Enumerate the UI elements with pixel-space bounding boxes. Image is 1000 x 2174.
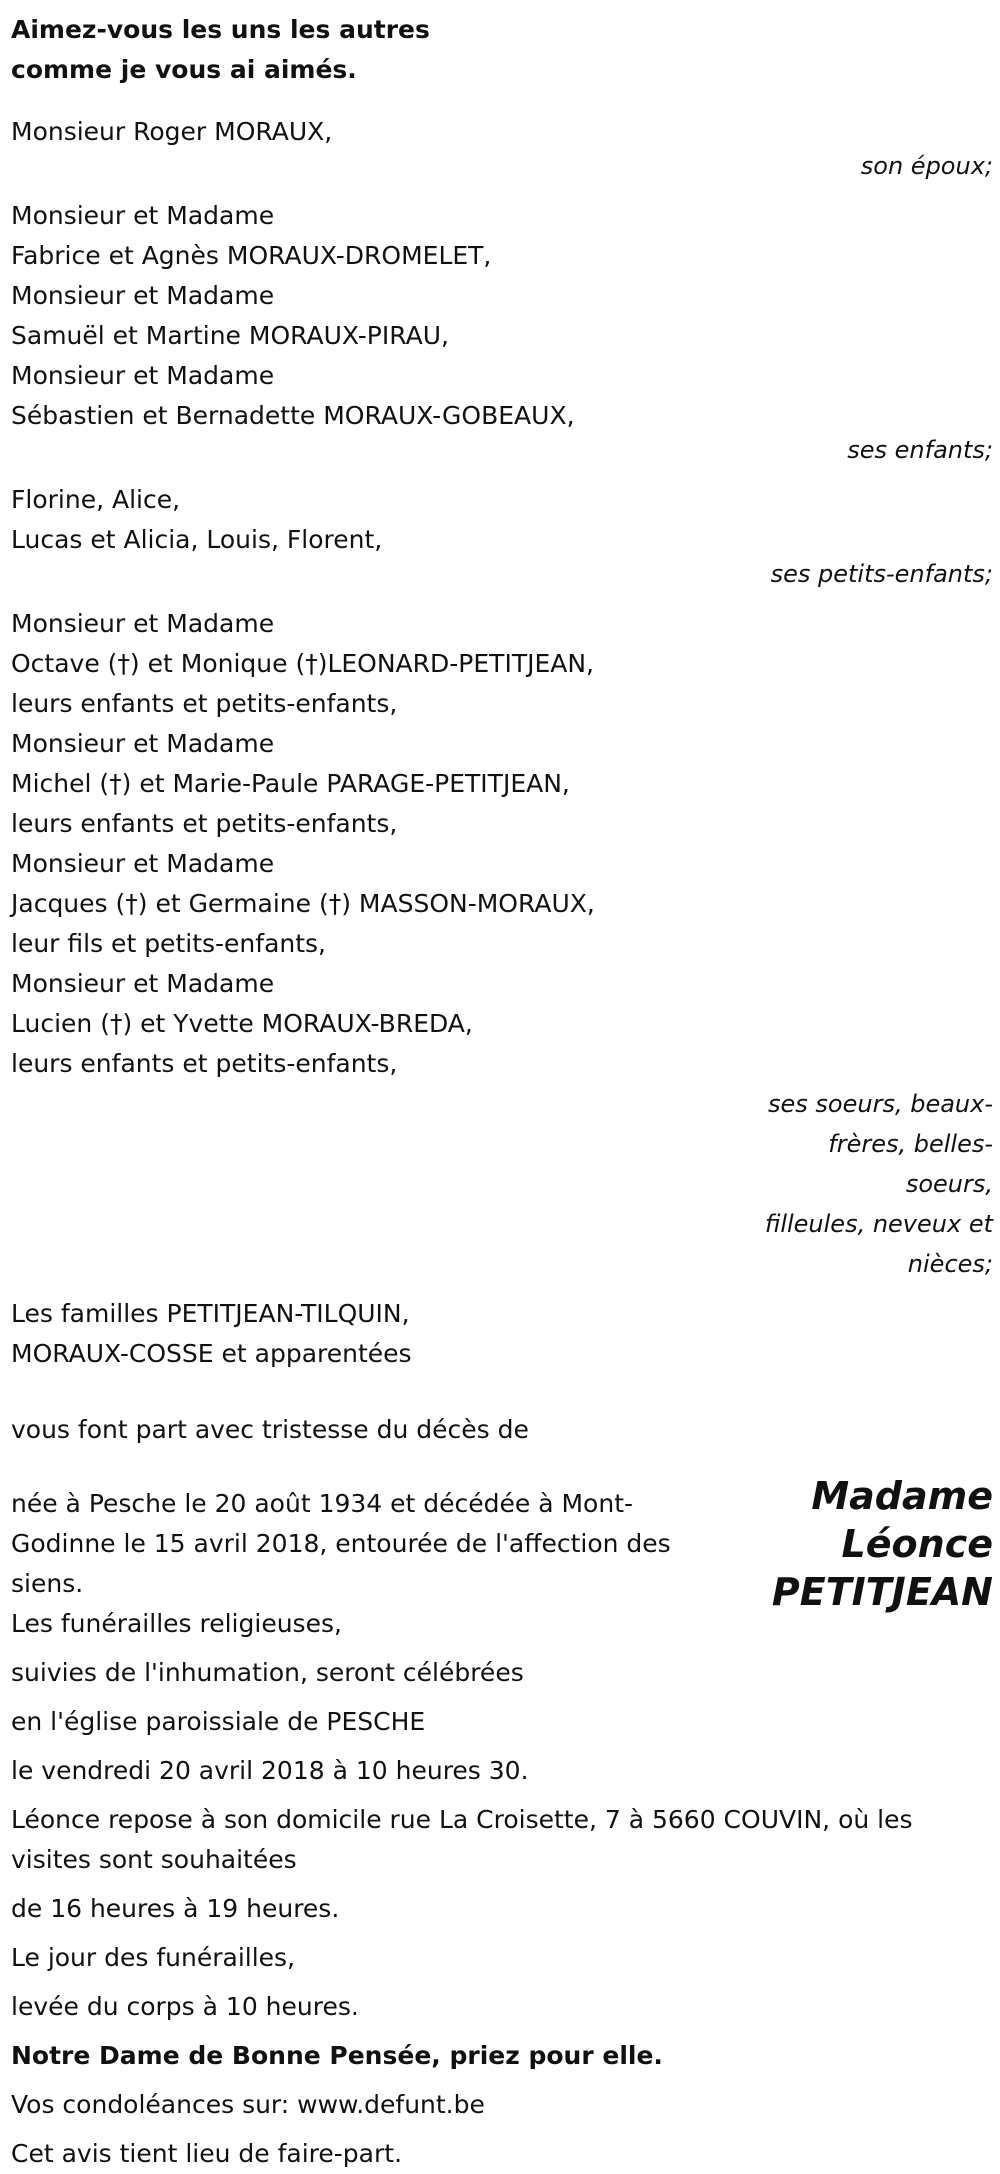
- children-line: Monsieur et Madame: [11, 201, 275, 230]
- siblings-line: leur fils et petits-enfants,: [11, 929, 327, 958]
- condolences: Vos condoléances sur: www.defunt.be: [11, 2090, 485, 2119]
- siblings-line: Monsieur et Madame: [11, 969, 275, 998]
- birth-death-info: née à Pesche le 20 août 1934 et décédée à Mont-Godinne le 15 avril 2018, entourée de l'affection des siens.: [11, 1489, 671, 1598]
- notice: Cet avis tient lieu de faire-part.: [11, 2139, 403, 2168]
- siblings-role-line: soeurs,: [905, 1170, 993, 1198]
- grandchildren-role: ses petits-enfants;: [770, 560, 993, 588]
- siblings-section: [11, 604, 993, 1084]
- deceased-name-line: PETITJEAN: [771, 1570, 993, 1614]
- families-line: MORAUX-COSSE et apparentées: [11, 1339, 412, 1368]
- siblings-line: Monsieur et Madame: [11, 729, 275, 758]
- spacer: [11, 1374, 993, 1410]
- siblings-role-line: ses soeurs, beaux-: [768, 1090, 993, 1118]
- siblings-line: leurs enfants et petits-enfants,: [11, 689, 398, 718]
- verse-line-2: comme je vous ai aimés.: [11, 55, 357, 84]
- siblings-line: Lucien (†) et Yvette MORAUX-BREDA,: [11, 1009, 473, 1038]
- obituary-text: [11, 10, 993, 2174]
- funeral-line: Le jour des funérailles,: [11, 1943, 296, 1972]
- siblings-line: Michel (†) et Marie-Paule PARAGE-PETITJEAN,: [11, 769, 570, 798]
- siblings-line: Monsieur et Madame: [11, 849, 275, 878]
- prayer: Notre Dame de Bonne Pensée, priez pour elle.: [11, 2041, 663, 2070]
- children-line: Sébastien et Bernadette MORAUX-GOBEAUX,: [11, 401, 575, 430]
- grandchildren-line: Florine, Alice,: [11, 485, 181, 514]
- siblings-line: leurs enfants et petits-enfants,: [11, 809, 398, 838]
- deceased-name-line: Madame: [811, 1474, 993, 1518]
- siblings-role: [11, 1084, 993, 1284]
- children-role: ses enfants;: [847, 436, 993, 464]
- children-line: Samuël et Martine MORAUX-PIRAU,: [11, 321, 449, 350]
- announcement: vous font part avec tristesse du décès de: [11, 1415, 529, 1444]
- funeral-info: [11, 1604, 993, 2174]
- families-line: Les familles PETITJEAN-TILQUIN,: [11, 1299, 410, 1328]
- children-section: [11, 196, 993, 436]
- siblings-role-line: filleules, neveux et: [764, 1210, 993, 1238]
- children-line: Fabrice et Agnès MORAUX-DROMELET,: [11, 241, 492, 270]
- funeral-line: Les funérailles religieuses,: [11, 1609, 342, 1638]
- families-section: [11, 1294, 993, 1374]
- grandchildren-line: Lucas et Alicia, Louis, Florent,: [11, 525, 383, 554]
- children-line: Monsieur et Madame: [11, 361, 275, 390]
- siblings-role-line: nièces;: [907, 1250, 993, 1278]
- funeral-line: suivies de l'inhumation, seront célébrées: [11, 1658, 524, 1687]
- siblings-line: leurs enfants et petits-enfants,: [11, 1049, 398, 1078]
- funeral-line: levée du corps à 10 heures.: [11, 1992, 359, 2021]
- siblings-line: Monsieur et Madame: [11, 609, 275, 638]
- spacer: [11, 90, 993, 112]
- siblings-line: Octave (†) et Monique (†)LEONARD-PETITJEAN,: [11, 649, 595, 678]
- funeral-line: Léonce repose à son domicile rue La Croisette, 7 à 5660 COUVIN, où les visites sont souhaitées: [11, 1805, 913, 1874]
- funeral-line: en l'église paroissiale de PESCHE: [11, 1707, 426, 1736]
- funeral-line: de 16 heures à 19 heures.: [11, 1894, 340, 1923]
- siblings-line: Jacques (†) et Germaine (†) MASSON-MORAUX,: [11, 889, 595, 918]
- deceased-name-line: Léonce: [841, 1522, 993, 1566]
- funeral-line: le vendredi 20 avril 2018 à 10 heures 30.: [11, 1756, 529, 1785]
- deceased-block: [11, 1474, 993, 1614]
- husband-role: son époux;: [860, 152, 993, 180]
- children-line: Monsieur et Madame: [11, 281, 275, 310]
- grandchildren-section: [11, 480, 993, 560]
- siblings-role-line: frères, belles-: [828, 1130, 993, 1158]
- husband-name: Monsieur Roger MORAUX,: [11, 117, 333, 146]
- deceased-name: [772, 1472, 993, 1616]
- verse-line-1: Aimez-vous les uns les autres: [11, 15, 430, 44]
